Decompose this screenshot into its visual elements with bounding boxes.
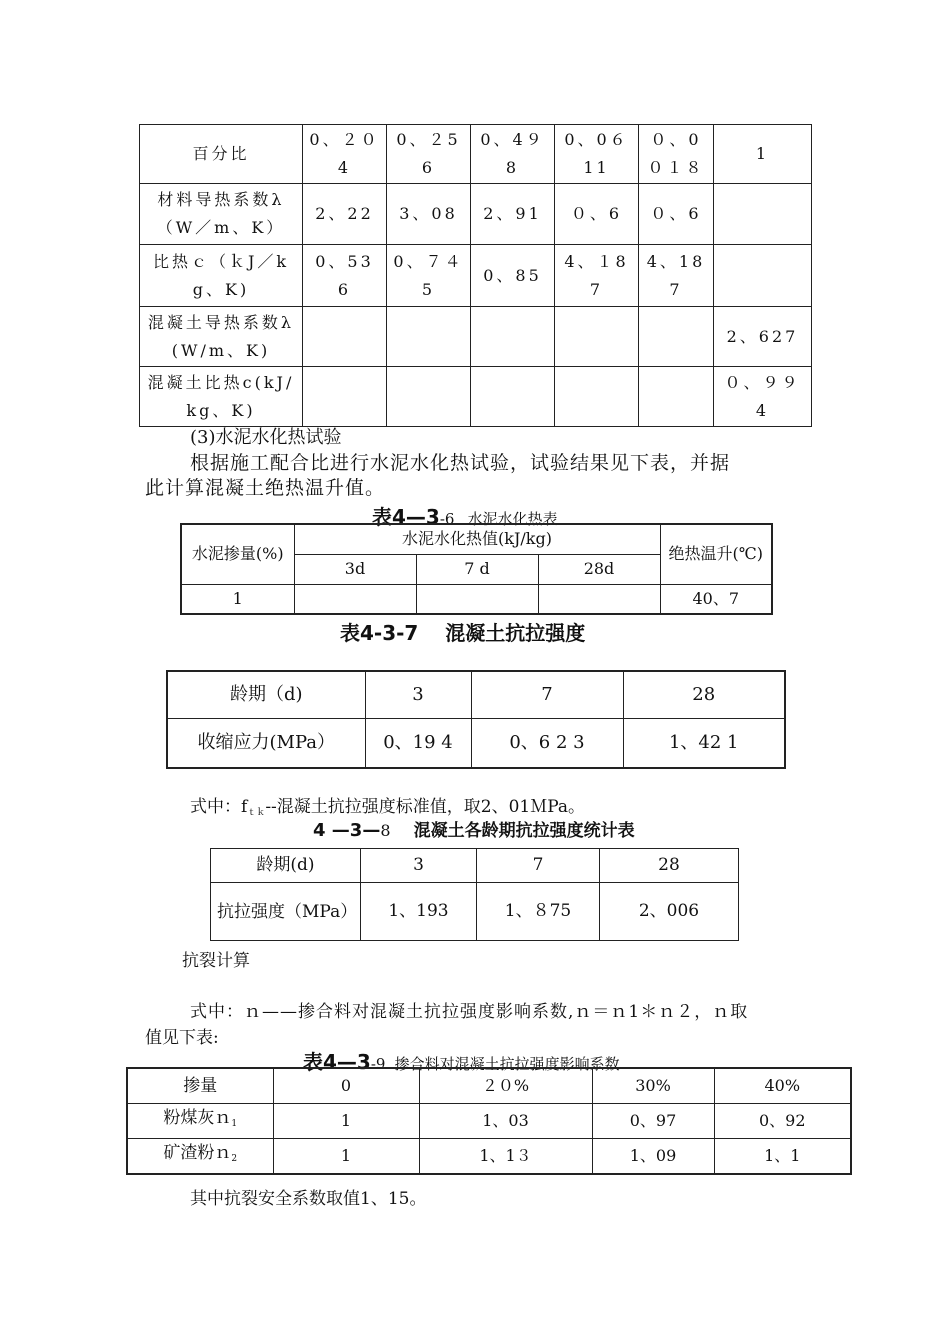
hydration-heat-table (180, 523, 773, 615)
safety-factor-note: 其中抗裂安全系数取值1、15。 (190, 1189, 427, 1209)
header-day: 28d (538, 554, 660, 584)
cell: 1 (181, 584, 294, 614)
cell: 0、２56 (387, 125, 471, 184)
cell (303, 307, 387, 367)
cell: 2、627 (714, 307, 812, 367)
row-label-subscript: 2 (231, 1153, 238, 1164)
cell (387, 367, 471, 427)
cell: 0、97 (592, 1103, 714, 1138)
header-age-value: 28 (623, 671, 785, 718)
table-row (140, 367, 812, 427)
caption-number: 表4—3 (372, 505, 440, 529)
header-cell: 40% (714, 1068, 851, 1103)
cell: 0、19 4 (365, 718, 471, 768)
header-heat: 水泥水化热值(kJ/kg) (294, 524, 660, 554)
cell: ０、0０１８ (639, 125, 714, 184)
paragraph-line: 此计算混凝土绝热温升值。 (145, 477, 386, 499)
header-dosage: 水泥掺量(%) (181, 524, 294, 584)
cell (714, 184, 812, 245)
cell: 0、85 (471, 245, 555, 307)
caption-title: 水泥水化热表 (467, 510, 558, 528)
row-label: 百分比 (140, 125, 303, 184)
header-rise: 绝热温升(℃) (660, 524, 772, 584)
admixture-factor-table (126, 1067, 852, 1175)
cell: 1、８75 (477, 883, 600, 941)
cell: ０、９９4 (714, 367, 812, 427)
cell: 0、0６11 (555, 125, 639, 184)
eta-note-line: 式中：ｎ——掺合料对混凝土抗拉强度影响系数,ｎ＝ｎ1＊ｎ２，ｎ取 (190, 1002, 749, 1022)
cell: 0、92 (714, 1103, 851, 1138)
table-row (127, 1138, 851, 1174)
cell: 0、２０4 (303, 125, 387, 184)
header-label: 掺量 (127, 1068, 273, 1103)
row-label-text: 粉煤灰ｎ (163, 1107, 232, 1128)
table-row (181, 584, 772, 614)
ftk-note (190, 792, 585, 818)
tensile-strength-table (166, 670, 786, 769)
table-row (167, 718, 785, 768)
crack-calc-heading: 抗裂计算 (182, 951, 250, 971)
row-label: 比热ｃ（ｋJ／kg、K) (140, 245, 303, 307)
caption-title: 混凝土各龄期抗拉强度统计表 (413, 821, 635, 841)
header-age-value: 28 (600, 849, 739, 883)
cell: 3、08 (387, 184, 471, 245)
header-age: 龄期（d) (167, 671, 365, 718)
cell: 1 (273, 1103, 419, 1138)
cell (387, 307, 471, 367)
cell (416, 584, 538, 614)
note-prefix: 式中：f (190, 797, 248, 817)
cell: 1、1 (714, 1138, 851, 1174)
table-row (127, 1103, 851, 1138)
header-age-value: 3 (365, 671, 471, 718)
header-age-value: 7 (471, 671, 623, 718)
cell (639, 307, 714, 367)
note-suffix: --混凝土抗拉强度标准值，取2、01ＭPa。 (265, 797, 586, 817)
cell (714, 245, 812, 307)
cell (555, 307, 639, 367)
cell (471, 307, 555, 367)
row-label: 收缩应力(MPa） (167, 718, 365, 768)
table-caption (313, 816, 635, 841)
caption-suffix: 8 (380, 821, 391, 840)
table-row (140, 307, 812, 367)
cell (303, 367, 387, 427)
cell (555, 367, 639, 427)
row-label: 混凝土导热系数λ(W/m、K) (140, 307, 303, 367)
cell: 1、193 (361, 883, 477, 941)
cell: 4、187 (639, 245, 714, 307)
eta-note-line: 值见下表: (145, 1028, 219, 1048)
header-cell: ２０% (419, 1068, 592, 1103)
material-properties-table (139, 124, 812, 427)
header-cell: 0 (273, 1068, 419, 1103)
cell: 4、１87 (555, 245, 639, 307)
paragraph-line: 根据施工配合比进行水泥水化热试验，试验结果见下表，并据 (190, 452, 731, 474)
note-subscript: ｔｋ (247, 808, 266, 818)
cell (538, 584, 660, 614)
cell: 0、4９8 (471, 125, 555, 184)
table-row (211, 883, 739, 941)
cell: 1、42 1 (623, 718, 785, 768)
cell: 1、09 (592, 1138, 714, 1174)
cell (639, 367, 714, 427)
caption-title: 掺合料对混凝土抗拉强度影响系数 (394, 1055, 620, 1073)
table-row (140, 184, 812, 245)
header-day: 7 d (416, 554, 538, 584)
cell (471, 367, 555, 427)
caption-number: 表4—3 (303, 1050, 371, 1074)
header-cell: 30% (592, 1068, 714, 1103)
section-heading: (3)水泥水化热试验 (190, 427, 342, 448)
cell (294, 584, 416, 614)
table-row (181, 524, 772, 554)
row-label (127, 1138, 273, 1174)
cell: 0、536 (303, 245, 387, 307)
caption-suffix: -9 (370, 1055, 386, 1073)
row-label: 抗拉强度（MPa） (211, 883, 361, 941)
table-row (167, 671, 785, 718)
cell: 0、6 2 3 (471, 718, 623, 768)
table-caption: 表4-3-7 混凝土抗拉强度 (340, 621, 586, 645)
table-row (211, 849, 739, 883)
cell: 40、7 (660, 584, 772, 614)
cell: 2、91 (471, 184, 555, 245)
age-strength-table (210, 848, 739, 941)
row-label-text: 矿渣粉ｎ (163, 1142, 232, 1163)
header-age-value: 7 (477, 849, 600, 883)
caption-number: 4 —3— (313, 820, 381, 841)
cell: 2、006 (600, 883, 739, 941)
cell: 1 (273, 1138, 419, 1174)
row-label-subscript: 1 (231, 1118, 238, 1129)
cell: 0、７４5 (387, 245, 471, 307)
cell: 2、22 (303, 184, 387, 245)
cell: 1 (714, 125, 812, 184)
caption-suffix: -6 (439, 510, 455, 528)
cell: 1、03 (419, 1103, 592, 1138)
table-row (140, 125, 812, 184)
table-row (127, 1068, 851, 1103)
header-age-value: 3 (361, 849, 477, 883)
cell: ０、6 (555, 184, 639, 245)
row-label: 材料导热系数λ（W／m、K） (140, 184, 303, 245)
cell: 1、1３ (419, 1138, 592, 1174)
row-label (127, 1103, 273, 1138)
row-label: 混凝土比热c(kJ/kg、K) (140, 367, 303, 427)
header-day: 3d (294, 554, 416, 584)
header-age: 龄期(d) (211, 849, 361, 883)
cell: ０、6 (639, 184, 714, 245)
table-row (140, 245, 812, 307)
